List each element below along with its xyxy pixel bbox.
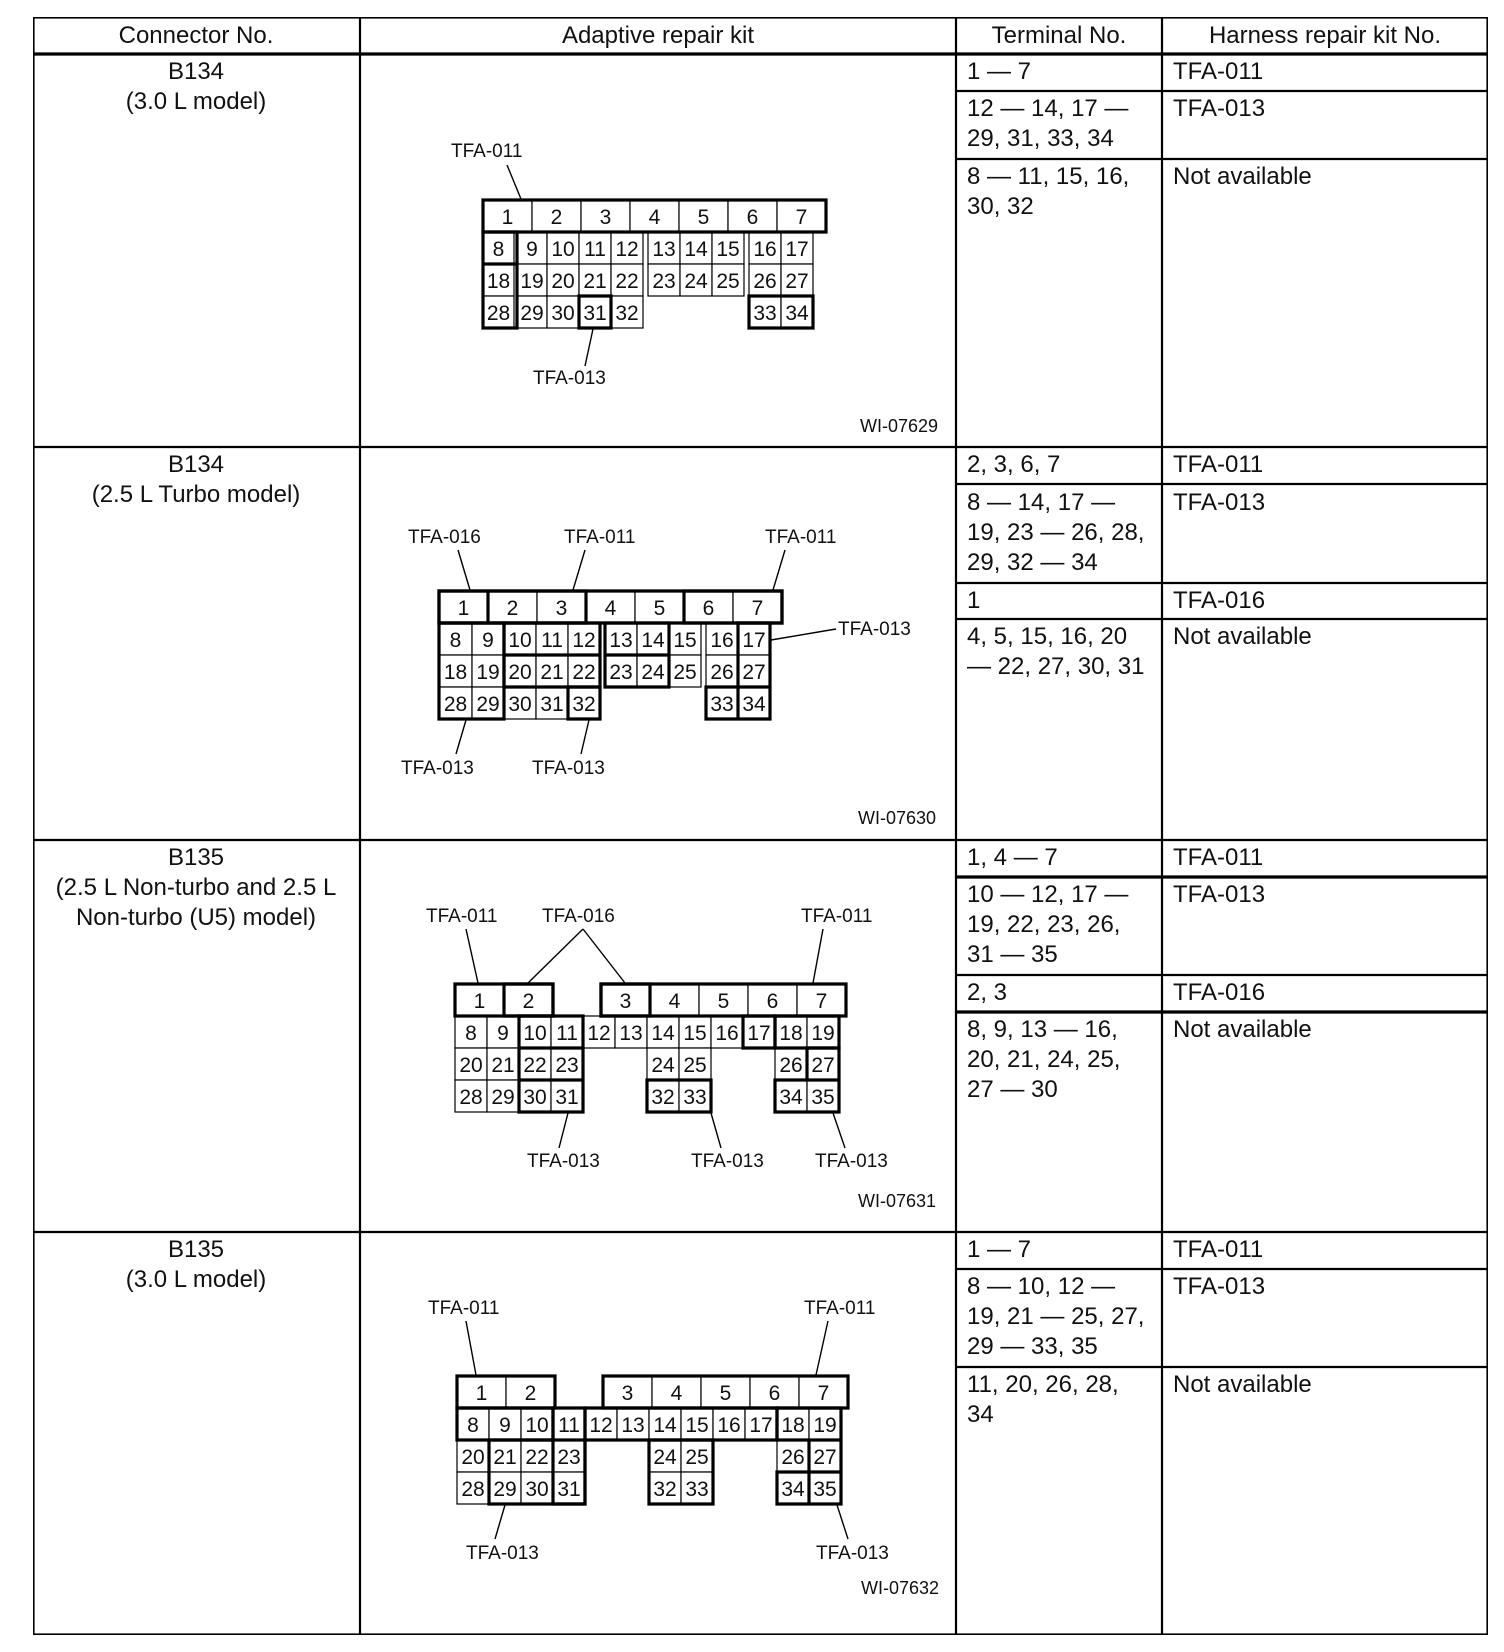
pin-label: 9 <box>482 629 494 652</box>
connector-model: (3.0 L model) <box>125 1266 267 1293</box>
pin-label: 27 <box>785 270 809 293</box>
table-row <box>126 1236 1488 1598</box>
kit-number: Not available <box>1173 623 1312 650</box>
pin-label: 27 <box>742 661 766 684</box>
pin-label: 25 <box>716 270 740 293</box>
terminal-numbers: 1 — 7 <box>967 1236 1032 1263</box>
pin-label: 25 <box>683 1054 707 1077</box>
table-row <box>126 58 1488 436</box>
pin-label: 10 <box>525 1414 549 1437</box>
terminal-numbers: 29, 32 — 34 <box>967 549 1098 576</box>
connector-model: Non-turbo (U5) model) <box>75 904 317 931</box>
pin-label: 30 <box>523 1086 547 1109</box>
pin-label: 23 <box>609 661 633 684</box>
pin-label: 28 <box>443 693 468 716</box>
callout-label: TFA-013 <box>816 1543 889 1564</box>
pin-label: 1 <box>475 1382 488 1405</box>
header-harness-repair-kit-no: Harness repair kit No. <box>1208 22 1442 49</box>
pin-label: 32 <box>651 1086 675 1109</box>
kit-number: TFA-011 <box>1173 451 1264 478</box>
pin-label: 28 <box>461 1478 485 1501</box>
pin-label: 10 <box>523 1022 547 1045</box>
pin-label: 8 <box>467 1414 479 1437</box>
pin-label: 22 <box>525 1446 549 1469</box>
kit-number: Not available <box>1173 1016 1312 1043</box>
callout-label: TFA-013 <box>691 1151 764 1172</box>
pin-label: 33 <box>683 1086 707 1109</box>
pin-label: 17 <box>742 629 766 652</box>
pin-label: 4 <box>648 206 661 229</box>
pin-label: 10 <box>508 629 532 652</box>
pin-label: 12 <box>615 238 639 261</box>
pin-label: 11 <box>541 629 563 652</box>
pin-label: 17 <box>747 1022 771 1045</box>
pin-label: 26 <box>779 1054 803 1077</box>
callout-label: TFA-011 <box>451 141 523 162</box>
pin-label: 19 <box>813 1414 837 1437</box>
pin-label: 12 <box>572 629 596 652</box>
pin-label: 20 <box>551 270 575 293</box>
terminal-numbers: 19, 22, 23, 26, <box>967 911 1121 938</box>
pin-label: 31 <box>540 693 564 716</box>
callout-label: TFA-013 <box>815 1151 888 1172</box>
terminal-numbers: 2, 3 <box>967 979 1008 1006</box>
pin-label: 31 <box>555 1086 579 1109</box>
pin-label: 26 <box>781 1446 805 1469</box>
pin-label: 24 <box>641 661 665 684</box>
pin-label: 3 <box>599 206 612 229</box>
pin-label: 31 <box>557 1478 581 1501</box>
callout-label: TFA-016 <box>408 527 481 548</box>
pin-label: 29 <box>520 302 544 325</box>
kit-number: TFA-011 <box>1173 844 1264 871</box>
pin-label: 35 <box>813 1478 837 1501</box>
header-connector-no: Connector No. <box>118 22 274 49</box>
figure-id: WI-07632 <box>860 1578 939 1598</box>
pin-label: 34 <box>781 1478 805 1501</box>
terminal-numbers: 8 — 11, 15, 16, <box>967 163 1130 190</box>
terminal-numbers: 11, 20, 26, 28, <box>967 1371 1119 1398</box>
pin-label: 8 <box>449 629 462 652</box>
pin-label: 24 <box>653 1446 677 1469</box>
pin-label: 25 <box>685 1446 709 1469</box>
terminal-numbers: 1 <box>967 587 981 614</box>
pin-label: 6 <box>768 1382 781 1405</box>
pin-label: 5 <box>717 990 730 1013</box>
terminal-numbers: 29 — 33, 35 <box>967 1333 1098 1360</box>
terminal-numbers: 12 — 14, 17 — <box>967 95 1129 122</box>
terminal-numbers: 8 — 10, 12 — <box>967 1273 1116 1300</box>
terminal-numbers: 1, 4 — 7 <box>967 844 1058 871</box>
callout-label: TFA-013 <box>838 619 911 640</box>
pin-label: 35 <box>811 1086 835 1109</box>
table-header <box>119 22 1441 49</box>
pin-label: 18 <box>443 661 468 684</box>
pin-label: 7 <box>817 1382 830 1405</box>
terminal-kit-rows <box>956 451 1488 680</box>
pin-label: 29 <box>491 1086 515 1109</box>
pin-label: 5 <box>653 597 666 620</box>
pin-label: 28 <box>486 302 511 325</box>
pin-label: 10 <box>551 238 575 261</box>
pin-label: 1 <box>457 597 470 620</box>
pin-label: 6 <box>702 597 715 620</box>
pin-label: 21 <box>493 1446 517 1469</box>
pin-label: 13 <box>621 1414 645 1437</box>
pin-label: 33 <box>710 693 734 716</box>
pin-label: 8 <box>492 238 505 261</box>
terminal-kit-rows <box>956 1236 1488 1428</box>
pin-label: 12 <box>589 1414 613 1437</box>
pin-label: 31 <box>583 302 607 325</box>
pin-label: 27 <box>811 1054 835 1077</box>
pin-label: 23 <box>555 1054 579 1077</box>
pin-label: 19 <box>520 270 544 293</box>
connector-diagram <box>451 141 938 436</box>
terminal-kit-rows <box>956 58 1488 220</box>
pin-label: 15 <box>673 629 697 652</box>
terminal-numbers: — 22, 27, 30, 31 <box>967 653 1145 680</box>
callout-label: TFA-013 <box>401 758 474 779</box>
terminal-numbers: 10 — 12, 17 — <box>967 881 1129 908</box>
pin-label: 15 <box>685 1414 709 1437</box>
callout-label: TFA-013 <box>533 368 606 389</box>
pin-label: 15 <box>716 238 740 261</box>
kit-number: TFA-011 <box>1173 58 1264 85</box>
figure-id: WI-07631 <box>857 1191 936 1211</box>
terminal-numbers: 29, 31, 33, 34 <box>967 125 1114 152</box>
pin-label: 19 <box>811 1022 835 1045</box>
pin-label: 32 <box>572 693 596 716</box>
repair-kit-table <box>33 17 1488 1635</box>
callout-label: TFA-016 <box>542 906 615 927</box>
pin-label: 12 <box>587 1022 611 1045</box>
pin-label: 14 <box>641 629 665 652</box>
pin-label: 3 <box>555 597 568 620</box>
pin-label: 29 <box>476 693 500 716</box>
callout-label: TFA-011 <box>804 1298 876 1319</box>
pin-label: 2 <box>522 990 535 1013</box>
pin-label: 34 <box>779 1086 803 1109</box>
table-row <box>92 451 1488 828</box>
pin-label: 20 <box>459 1054 483 1077</box>
pin-label: 23 <box>652 270 676 293</box>
kit-number: TFA-016 <box>1173 979 1266 1006</box>
callout-label: TFA-011 <box>564 527 636 548</box>
table-row <box>56 844 1488 1211</box>
callout-label: TFA-011 <box>801 906 873 927</box>
pin-label: 33 <box>753 302 777 325</box>
pin-label: 24 <box>684 270 708 293</box>
pin-label: 2 <box>524 1382 537 1405</box>
pin-label: 3 <box>619 990 632 1013</box>
kit-number: TFA-016 <box>1173 587 1266 614</box>
pin-label: 28 <box>459 1086 483 1109</box>
pin-label: 30 <box>508 693 532 716</box>
pin-label: 32 <box>615 302 639 325</box>
pin-label: 2 <box>506 597 519 620</box>
connector-diagram <box>401 527 936 828</box>
pin-label: 11 <box>558 1414 580 1437</box>
terminal-kit-rows <box>956 844 1488 1103</box>
pin-label: 18 <box>779 1022 803 1045</box>
kit-number: Not available <box>1173 163 1312 190</box>
pin-label: 7 <box>815 990 828 1013</box>
pin-label: 16 <box>710 629 734 652</box>
pin-label: 13 <box>619 1022 643 1045</box>
pin-label: 13 <box>652 238 676 261</box>
pin-label: 17 <box>785 238 809 261</box>
pin-label: 1 <box>473 990 486 1013</box>
pin-label: 30 <box>551 302 575 325</box>
connector-id: B134 <box>167 451 225 478</box>
pin-label: 30 <box>525 1478 549 1501</box>
pin-label: 7 <box>795 206 808 229</box>
callout-label: TFA-013 <box>527 1151 600 1172</box>
connector-model: (3.0 L model) <box>125 88 267 115</box>
terminal-numbers: 30, 32 <box>967 193 1034 220</box>
pin-label: 4 <box>668 990 681 1013</box>
terminal-numbers: 27 — 30 <box>967 1076 1058 1103</box>
pin-label: 22 <box>615 270 639 293</box>
pin-label: 26 <box>753 270 777 293</box>
figure-id: WI-07629 <box>859 416 938 436</box>
pin-label: 21 <box>540 661 564 684</box>
pin-label: 5 <box>697 206 710 229</box>
terminal-numbers: 4, 5, 15, 16, 20 <box>967 623 1128 650</box>
pin-label: 11 <box>556 1022 578 1045</box>
connector-id: B134 <box>167 58 225 85</box>
header-adaptive-repair-kit: Adaptive repair kit <box>561 22 755 49</box>
pin-label: 21 <box>583 270 607 293</box>
pin-label: 14 <box>684 238 708 261</box>
pin-label: 3 <box>621 1382 634 1405</box>
pin-label: 16 <box>717 1414 741 1437</box>
pin-label: 22 <box>572 661 596 684</box>
pin-label: 15 <box>683 1022 707 1045</box>
pin-label: 9 <box>499 1414 511 1437</box>
pin-label: 8 <box>465 1022 477 1045</box>
kit-number: TFA-013 <box>1173 489 1266 516</box>
pin-label: 7 <box>751 597 764 620</box>
kit-number: TFA-011 <box>1173 1236 1264 1263</box>
pin-label: 26 <box>710 661 734 684</box>
pin-label: 25 <box>673 661 697 684</box>
terminal-numbers: 34 <box>967 1401 994 1428</box>
connector-diagram <box>426 906 936 1211</box>
pin-label: 27 <box>813 1446 837 1469</box>
terminal-numbers: 8, 9, 13 — 16, <box>967 1016 1118 1043</box>
header-terminal-no: Terminal No. <box>991 22 1127 49</box>
callout-label: TFA-011 <box>426 906 498 927</box>
terminal-numbers: 19, 23 — 26, 28, <box>967 519 1145 546</box>
connector-model: (2.5 L Turbo model) <box>91 481 301 508</box>
pin-label: 5 <box>719 1382 732 1405</box>
pin-label: 14 <box>651 1022 675 1045</box>
pin-label: 20 <box>508 661 532 684</box>
pin-label: 34 <box>742 693 766 716</box>
pin-label: 14 <box>653 1414 677 1437</box>
pin-label: 21 <box>491 1054 515 1077</box>
figure-id: WI-07630 <box>857 808 936 828</box>
pin-label: 34 <box>785 302 809 325</box>
pin-label: 18 <box>781 1414 805 1437</box>
kit-number: TFA-013 <box>1173 881 1266 908</box>
pin-label: 13 <box>609 629 633 652</box>
pin-label: 17 <box>749 1414 773 1437</box>
terminal-numbers: 31 — 35 <box>967 941 1058 968</box>
callout-label: TFA-013 <box>466 1543 539 1564</box>
callout-label: TFA-011 <box>765 527 837 548</box>
pin-label: 4 <box>604 597 617 620</box>
terminal-numbers: 1 — 7 <box>967 58 1032 85</box>
terminal-numbers: 8 — 14, 17 — <box>967 489 1116 516</box>
pin-label: 11 <box>584 238 606 261</box>
connector-model: (2.5 L Non-turbo and 2.5 L <box>55 874 337 901</box>
pin-label: 18 <box>486 270 511 293</box>
kit-number: TFA-013 <box>1173 95 1266 122</box>
connector-diagram <box>428 1298 939 1598</box>
pin-label: 9 <box>497 1022 509 1045</box>
pin-label: 1 <box>501 206 514 229</box>
terminal-numbers: 19, 21 — 25, 27, <box>967 1303 1145 1330</box>
pin-label: 6 <box>746 206 759 229</box>
pin-label: 16 <box>715 1022 739 1045</box>
pin-label: 29 <box>493 1478 517 1501</box>
terminal-numbers: 2, 3, 6, 7 <box>967 451 1061 478</box>
pin-label: 4 <box>670 1382 683 1405</box>
pin-label: 22 <box>523 1054 547 1077</box>
pin-label: 2 <box>550 206 563 229</box>
pin-label: 23 <box>557 1446 581 1469</box>
pin-label: 32 <box>653 1478 677 1501</box>
callout-label: TFA-011 <box>428 1298 500 1319</box>
pin-label: 9 <box>526 238 538 261</box>
kit-number: Not available <box>1173 1371 1312 1398</box>
terminal-numbers: 20, 21, 24, 25, <box>967 1046 1121 1073</box>
pin-label: 33 <box>685 1478 709 1501</box>
pin-label: 6 <box>766 990 779 1013</box>
callout-label: TFA-013 <box>532 758 605 779</box>
connector-id: B135 <box>167 844 225 871</box>
pin-label: 20 <box>461 1446 485 1469</box>
pin-label: 19 <box>476 661 500 684</box>
pin-label: 24 <box>651 1054 675 1077</box>
pin-label: 16 <box>753 238 777 261</box>
connector-id: B135 <box>167 1236 225 1263</box>
kit-number: TFA-013 <box>1173 1273 1266 1300</box>
